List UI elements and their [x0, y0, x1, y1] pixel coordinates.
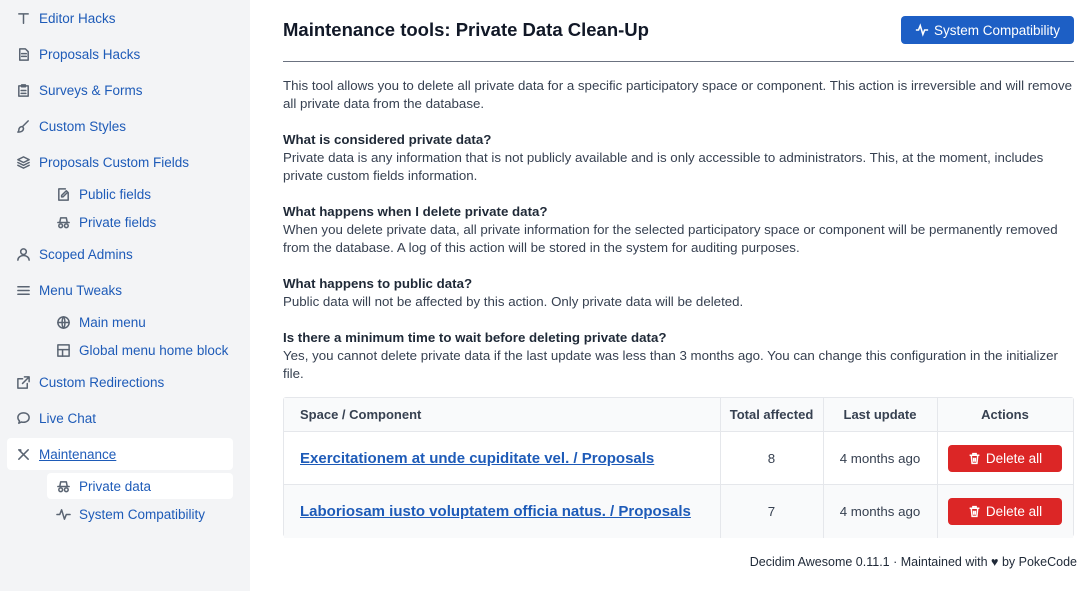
- sidebar-item-label: Private fields: [79, 214, 157, 230]
- clipboard-icon: [15, 82, 31, 98]
- sidebar-item-label: Custom Styles: [39, 118, 127, 134]
- faq-item: [283, 329, 1074, 383]
- brush-icon: [15, 118, 31, 134]
- sidebar-item-system-compatibility[interactable]: [55, 499, 205, 529]
- column-divider: [823, 485, 824, 538]
- sidebar-item-global-menu-home-block[interactable]: [55, 335, 228, 365]
- sidebar-item-label: System Compatibility: [79, 506, 206, 522]
- sidebar-item-label: Live Chat: [39, 410, 97, 426]
- user-icon: [15, 246, 31, 262]
- faq-item: [283, 275, 1074, 311]
- system-compatibility-button[interactable]: [901, 16, 1074, 44]
- total-affected-value: 8: [767, 450, 776, 466]
- sidebar: [0, 0, 250, 591]
- sidebar-item-custom-redirections[interactable]: [15, 367, 164, 397]
- column-divider: [720, 398, 721, 431]
- faq-question: What is considered private data?: [283, 132, 492, 147]
- sidebar-item-proposals-hacks[interactable]: [15, 39, 140, 69]
- space-component-link[interactable]: Laboriosam iusto voluptatem officia natus. / Proposals: [300, 503, 691, 520]
- column-divider: [720, 485, 721, 538]
- sidebar-item-label: Surveys & Forms: [39, 82, 143, 98]
- last-update-value: 4 months ago: [839, 450, 921, 466]
- faq-item: [283, 131, 1074, 185]
- sidebar-item-label: Editor Hacks: [39, 10, 116, 26]
- sidebar-item-editor-hacks[interactable]: [15, 3, 116, 33]
- sidebar-item-label: Menu Tweaks: [39, 282, 123, 298]
- intro-text: This tool allows you to delete all private data for a specific participatory space or component. This action is irreversible and will remove all private data from the database.: [283, 78, 1073, 111]
- sidebar-item-label: Private data: [79, 478, 152, 494]
- faq-question: Is there a minimum time to wait before deleting private data?: [283, 330, 667, 345]
- sidebar-item-label: Maintenance: [39, 446, 117, 462]
- sidebar-item-label: Proposals Custom Fields: [39, 154, 190, 170]
- sidebar-item-label: Scoped Admins: [39, 246, 133, 262]
- sidebar-item-public-fields[interactable]: [55, 179, 151, 209]
- private-data-table: [283, 397, 1074, 537]
- text-icon: [15, 10, 31, 26]
- faq-answer: Private data is any information that is not publicly available and is only accessible to administrators. This, at the moment, includes private custom fields information.: [283, 150, 1044, 183]
- trash-icon: [968, 452, 981, 465]
- sidebar-item-private-data[interactable]: [55, 471, 151, 501]
- sidebar-item-label: Public fields: [79, 186, 152, 202]
- footer-credits: Decidim Awesome 0.11.1 · Maintained with ♥ by PokeCode: [749, 555, 1077, 569]
- sidebar-item-proposals-custom-fields[interactable]: [15, 147, 189, 177]
- total-affected-value: 7: [767, 504, 776, 519]
- document-icon: [15, 46, 31, 62]
- last-update-value: 4 months ago: [839, 504, 921, 519]
- faq-answer: Yes, you cannot delete private data if the last update was less than 3 months ago. You can change this configuration in the initializer file.: [283, 348, 1058, 381]
- layers-icon: [15, 154, 31, 170]
- sidebar-item-label: Main menu: [79, 314, 146, 330]
- faq-question: What happens when I delete private data?: [283, 204, 548, 219]
- sidebar-item-custom-styles[interactable]: [15, 111, 126, 141]
- faq-answer: When you delete private data, all private information for the selected participatory space or component will be permanently removed from the database. A log of this action will be stored in the system for auditing purposes.: [283, 222, 1058, 255]
- column-header-actions: Actions: [981, 407, 1029, 422]
- sidebar-item-maintenance[interactable]: [15, 439, 116, 469]
- column-header-last-update: Last update: [843, 407, 917, 422]
- column-header-space: Space / Component: [300, 407, 422, 422]
- incognito-icon: [55, 478, 71, 494]
- sidebar-item-label: Custom Redirections: [39, 374, 165, 390]
- faq-answer: Public data will not be affected by this action. Only private data will be deleted.: [283, 294, 744, 309]
- globe-icon: [55, 314, 71, 330]
- sidebar-item-main-menu[interactable]: [55, 307, 146, 337]
- delete-all-label: Delete all: [985, 504, 1043, 519]
- sidebar-item-menu-tweaks[interactable]: [15, 275, 122, 305]
- sidebar-item-live-chat[interactable]: [15, 403, 96, 433]
- delete-all-label: Delete all: [985, 450, 1043, 466]
- menu-icon: [15, 282, 31, 298]
- trash-icon: [968, 505, 981, 518]
- system-compatibility-label: System Compatibility: [933, 22, 1061, 38]
- delete-all-button[interactable]: [948, 498, 1062, 525]
- page-title: Maintenance tools: Private Data Clean-Up: [283, 19, 649, 40]
- pulse-icon: [55, 506, 71, 522]
- space-component-link[interactable]: Exercitationem at unde cupiditate vel. / Proposals: [300, 449, 655, 467]
- sidebar-item-scoped-admins[interactable]: [15, 239, 133, 269]
- column-divider: [937, 398, 938, 431]
- column-divider: [823, 432, 824, 484]
- table-row: [284, 432, 1073, 485]
- external-link-icon: [15, 374, 31, 390]
- sidebar-item-surveys-forms[interactable]: [15, 75, 143, 105]
- tools-icon: [15, 446, 31, 462]
- sidebar-item-private-fields[interactable]: [55, 207, 156, 237]
- column-divider: [823, 398, 824, 431]
- incognito-icon: [55, 214, 71, 230]
- column-header-total: Total affected: [729, 407, 814, 422]
- faq-item: [283, 203, 1074, 257]
- chat-icon: [15, 410, 31, 426]
- faq-question: What happens to public data?: [283, 276, 473, 291]
- delete-all-button[interactable]: [948, 445, 1062, 472]
- grid-icon: [55, 342, 71, 358]
- table-row: [284, 485, 1073, 538]
- sidebar-item-label: Global menu home block: [79, 342, 229, 358]
- table-header: [284, 398, 1073, 432]
- column-divider: [720, 432, 721, 484]
- column-divider: [937, 485, 938, 538]
- title-divider: [283, 61, 1074, 62]
- pulse-icon: [915, 23, 929, 37]
- edit-file-icon: [55, 186, 71, 202]
- sidebar-item-label: Proposals Hacks: [39, 46, 141, 62]
- column-divider: [937, 432, 938, 484]
